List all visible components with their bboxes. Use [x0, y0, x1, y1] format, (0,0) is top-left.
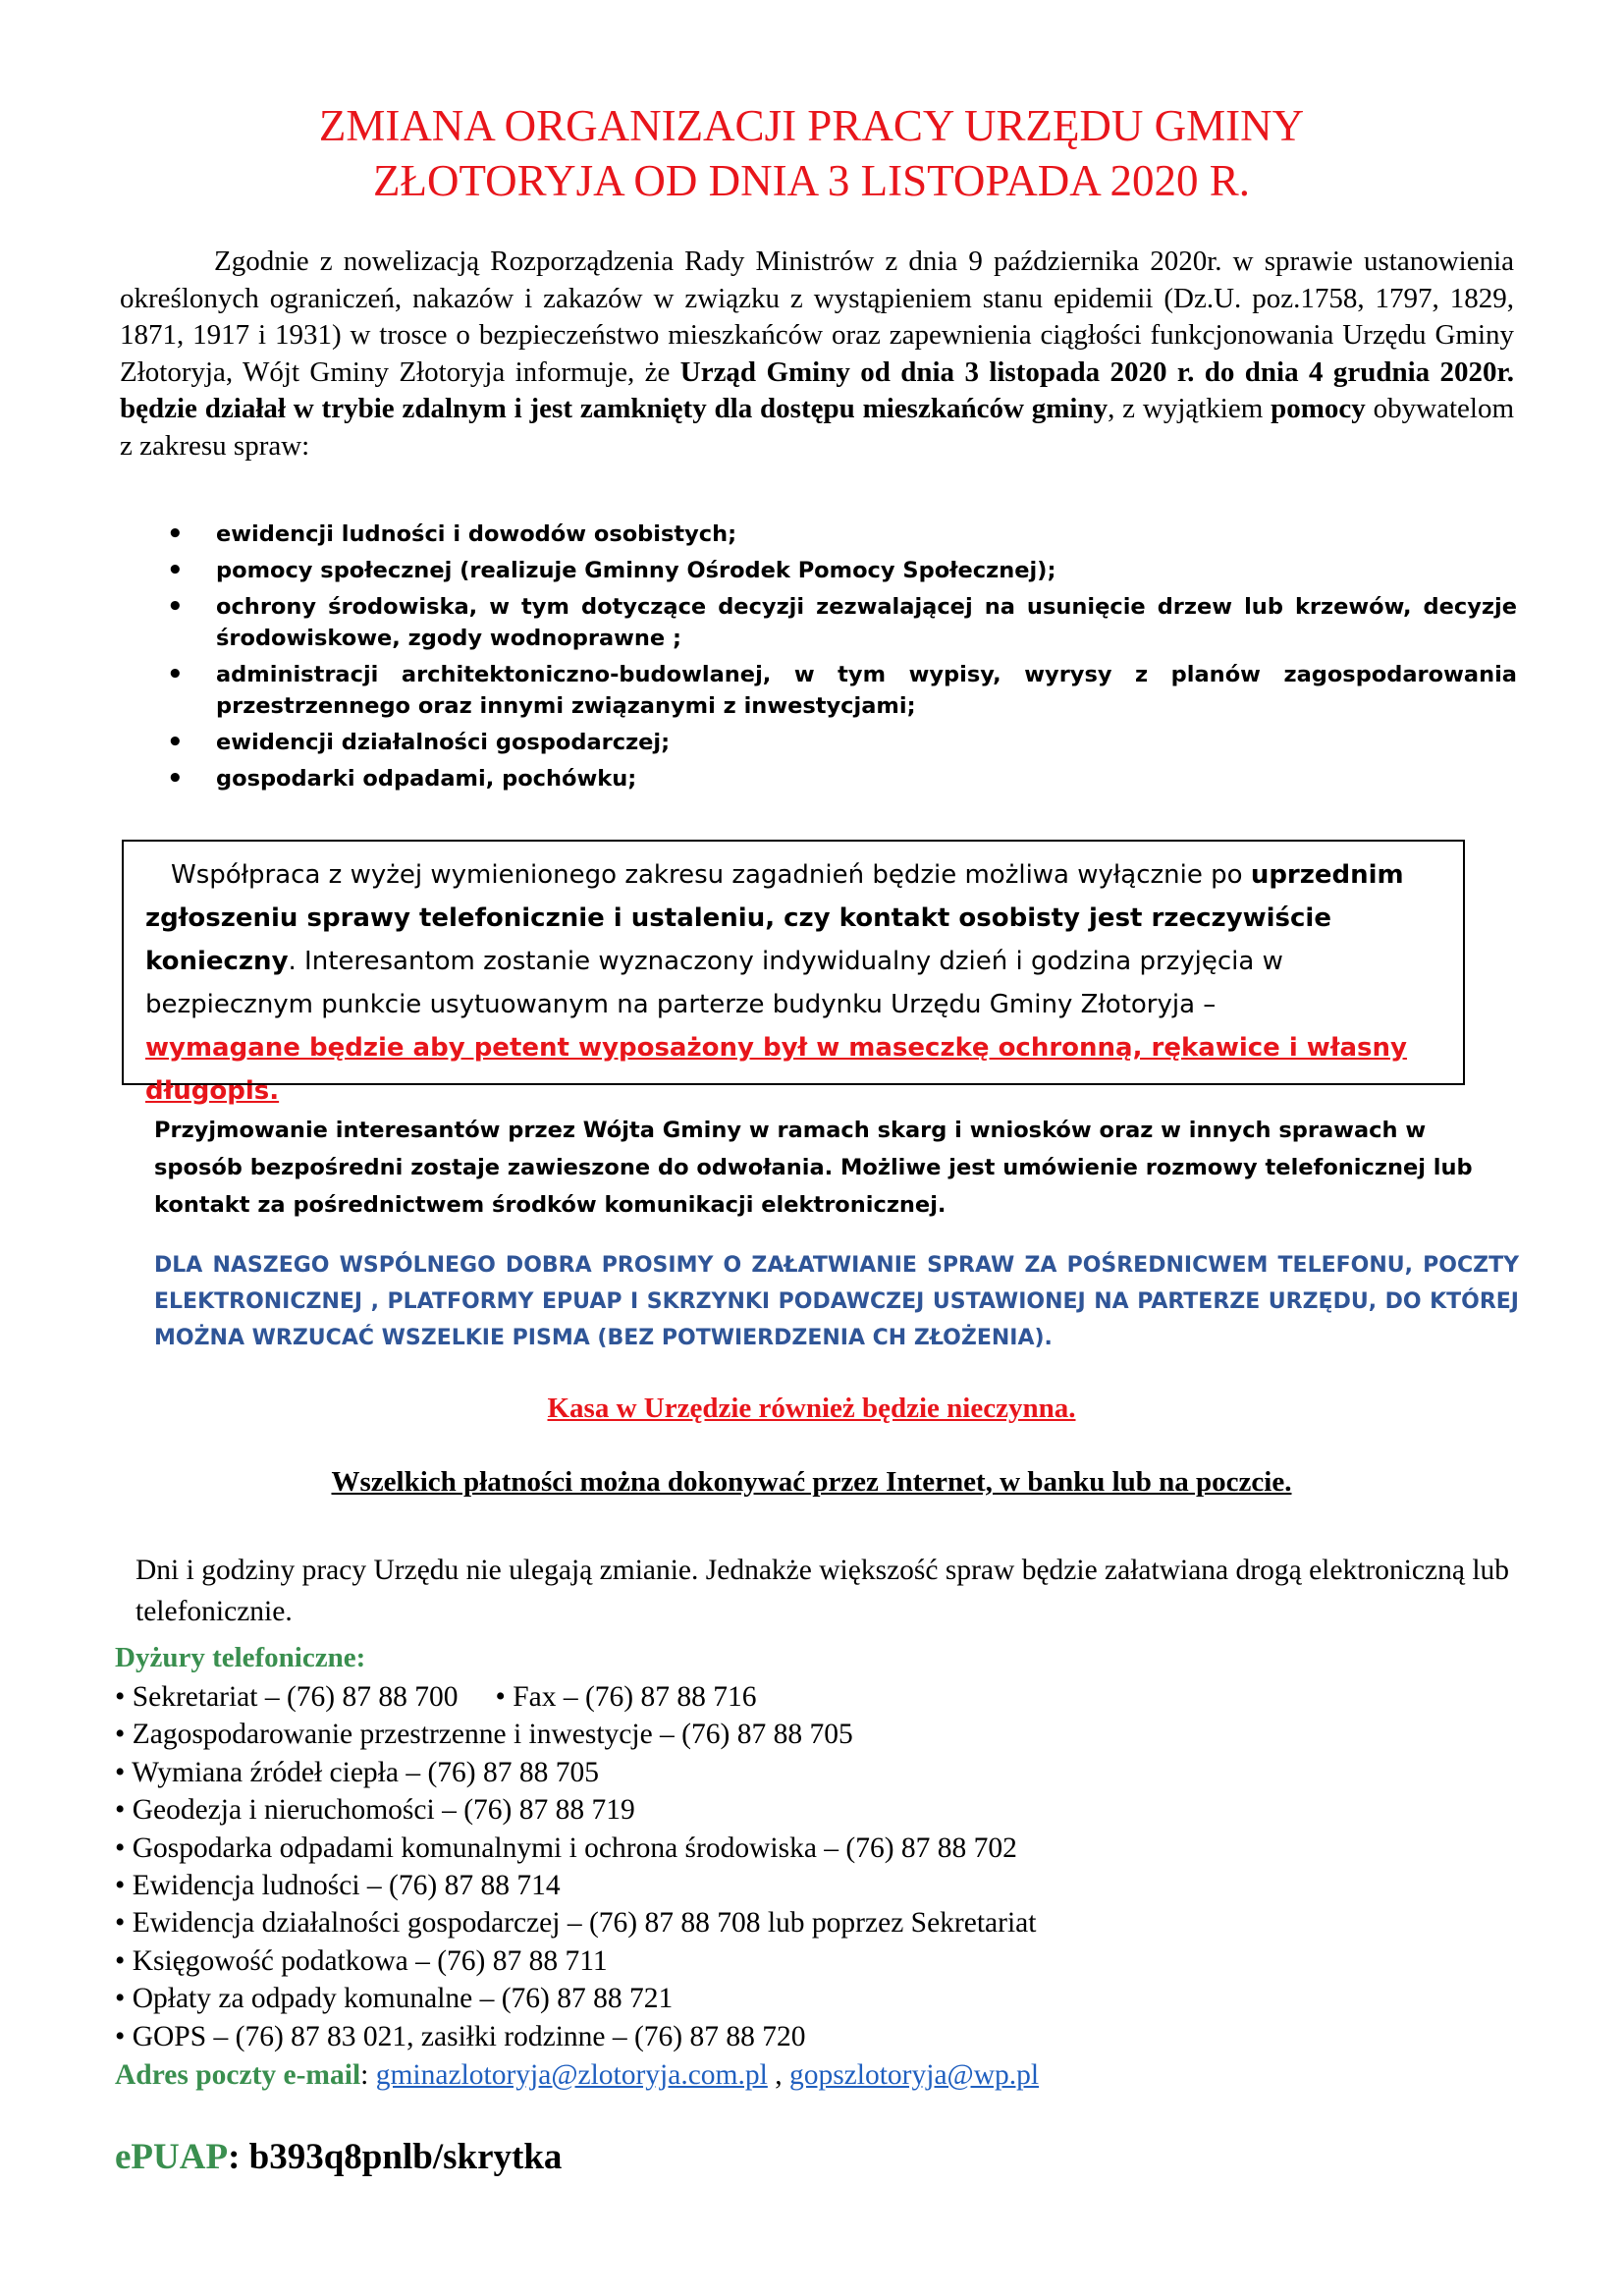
list-item: • Gospodarka odpadami komunalnymi i ochrona środowiska – (76) 87 88 702	[115, 1831, 1017, 1864]
epuap-label: ePUAP	[115, 2137, 229, 2177]
requirements-notice: wymagane będzie aby petent wyposażony był w maseczkę ochronną, rękawice i własny długopis.	[145, 1033, 1407, 1106]
email-link-gmina[interactable]: gminazlotoryja@zlotoryja.com.pl	[375, 2059, 768, 2091]
email-label: Adres poczty e-mail	[115, 2059, 361, 2091]
intro-bold-1: Urząd Gminy od dnia 3 listopada 2020 r. do dnia 4 grudnia 2020r. będzie działał w trybie zdalnym i jest zamknięty dla dostępu mieszkańców gminy	[120, 355, 1514, 424]
email-separator: ,	[767, 2059, 789, 2091]
list-item: • GOPS – (76) 87 83 021, zasiłki rodzinne – (76) 87 88 720	[115, 2020, 806, 2052]
email-colon: :	[360, 2059, 376, 2091]
email-link-gops[interactable]: gopszlotoryja@wp.pl	[788, 2059, 1040, 2091]
payments-notice: Wszelkich płatności można dokonywać przez Internet, w banku lub na poczcie.	[331, 1466, 1292, 1498]
list-item: • Geodezja i nieruchomości – (76) 87 88 719	[115, 1794, 635, 1827]
epuap-colon: :	[228, 2137, 249, 2177]
list-item: • pomocy społecznej (realizuje Gminny Ośrodek Pomocy Społecznej);	[167, 555, 1517, 586]
list-item: • ewidencji działalności gospodarczej;	[167, 727, 1517, 758]
box-text-2: . Interesantom zostanie wyznaczony indywidualny dzień i godzina przyjęcia w bezpiecznym punkcie usytuowanym na parterze budynku Urzędu Gminy Złotoryja –	[145, 947, 1283, 1019]
phone-list	[115, 1678, 1036, 2055]
list-item: • Opłaty za odpady komunalne – (76) 87 88 721	[115, 1983, 674, 2015]
epuap-line	[115, 2136, 562, 2178]
list-item: • ewidencji ludności i dowodów osobistych;	[167, 519, 1517, 550]
email-line	[115, 2059, 1039, 2092]
list-item: • Ewidencja działalności gospodarczej – (76) 87 88 708 lub poprzez Sekretariat	[115, 1907, 1037, 1940]
appeal-paragraph: DLA NASZEGO WSPÓLNEGO DOBRA PROSIMY O ZAŁATWIANIE SPRAW ZA POŚREDNICWEM TELEFONU, POCZTY ELEKTRONICZNEJ , PLATFORMY EPUAP I SKRZYNKI PODAWCZEJ USTAWIONEJ NA PARTERZE URZĘDU, DO KTÓREJ MOŻNA WRZUCAĆ WSZELKIE PISMA (BEZ POTWIERDZENIA CH ZŁOŻENIA).	[154, 1253, 1519, 1350]
list-item: • ochrony środowiska, w tym dotyczące decyzji zezwalającej na usunięcie drzew lub krzewów, decyzje środowiskowe, zgody wodnoprawne ;	[167, 591, 1517, 654]
mayor-reception-paragraph: Przyjmowanie interesantów przez Wójta Gminy w ramach skarg i wniosków oraz w innych sprawach w sposób bezpośredni zostaje zawieszone do odwołania. Możliwe jest umówienie rozmowy telefonicznej lub kontakt za pośrednictwem środków komunikacji elektronicznej.	[154, 1118, 1473, 1218]
scope-list	[167, 519, 1517, 799]
fax-number: • Fax – (76) 87 88 716	[495, 1681, 757, 1713]
list-item: • Zagospodarowanie przestrzenne i inwestycje – (76) 87 88 705	[115, 1719, 853, 1751]
title-line-1: ZMIANA ORGANIZACJI PRACY URZĘDU GMINY	[318, 101, 1305, 150]
intro-text-3: obywatelom z zakresu spraw:	[120, 393, 1515, 462]
list-item: • gospodarki odpadami, pochówku;	[167, 763, 1517, 794]
list-item: • Wymiana źródeł ciepła – (76) 87 88 705	[115, 1756, 599, 1788]
box-text-1: Współpraca z wyżej wymienionego zakresu zagadnień będzie możliwa wyłącznie po	[171, 860, 1251, 890]
page-title	[0, 98, 1623, 208]
epuap-address: b393q8pnlb/skrytka	[248, 2137, 563, 2177]
list-item	[115, 1678, 1036, 1716]
list-item: • Ewidencja ludności – (76) 87 88 714	[115, 1870, 561, 1902]
intro-paragraph	[120, 244, 1514, 465]
list-item: • administracji architektoniczno-budowlanej, w tym wypisy, wyrysy z planów zagospodarowania przestrzennego oraz innymi związanymi z inwestycjami;	[167, 659, 1517, 722]
office-hours-paragraph: Dni i godziny pracy Urzędu nie ulegają zmianie. Jednakże większość spraw będzie załatwiana drogą elektroniczną lub telefonicznie.	[135, 1555, 1510, 1627]
list-item: • Księgowość podatkowa – (76) 87 88 711	[115, 1944, 608, 1977]
cooperation-text	[145, 853, 1445, 1026]
box-bold-1: uprzednim zgłoszeniu sprawy telefonicznie i ustaleniu, czy kontakt osobisty jest rzeczywiście konieczny	[145, 860, 1404, 976]
secretariat-phone: • Sekretariat – (76) 87 88 700	[115, 1681, 459, 1713]
cooperation-box	[122, 840, 1465, 1106]
intro-bold-2: pomocy	[1271, 393, 1366, 424]
title-line-2: ZŁOTORYJA OD DNIA 3 LISTOPADA 2020 R.	[372, 156, 1251, 205]
cashier-notice: Kasa w Urzędzie również będzie nieczynna.	[547, 1393, 1076, 1424]
intro-text-2: , z wyjątkiem	[1108, 393, 1271, 424]
phone-duty-heading: Dyżury telefoniczne:	[115, 1642, 366, 1673]
intro-text-1: Zgodnie z nowelizacją Rozporządzenia Rady Ministrów z dnia 9 października 2020r. w sprawie ustanowienia określonych ograniczeń, nakazów i zakazów w związku z wystąpieniem stanu epidemii (Dz.U. poz.1758, 1797, 1829, 1871, 1917 i 1931) w trosce o bezpieczeństwo mieszkańców oraz zapewnienia ciągłości funkcjonowania Urzędu Gminy Złotoryja, Wójt Gminy Złotoryja informuje, że	[120, 246, 1514, 388]
